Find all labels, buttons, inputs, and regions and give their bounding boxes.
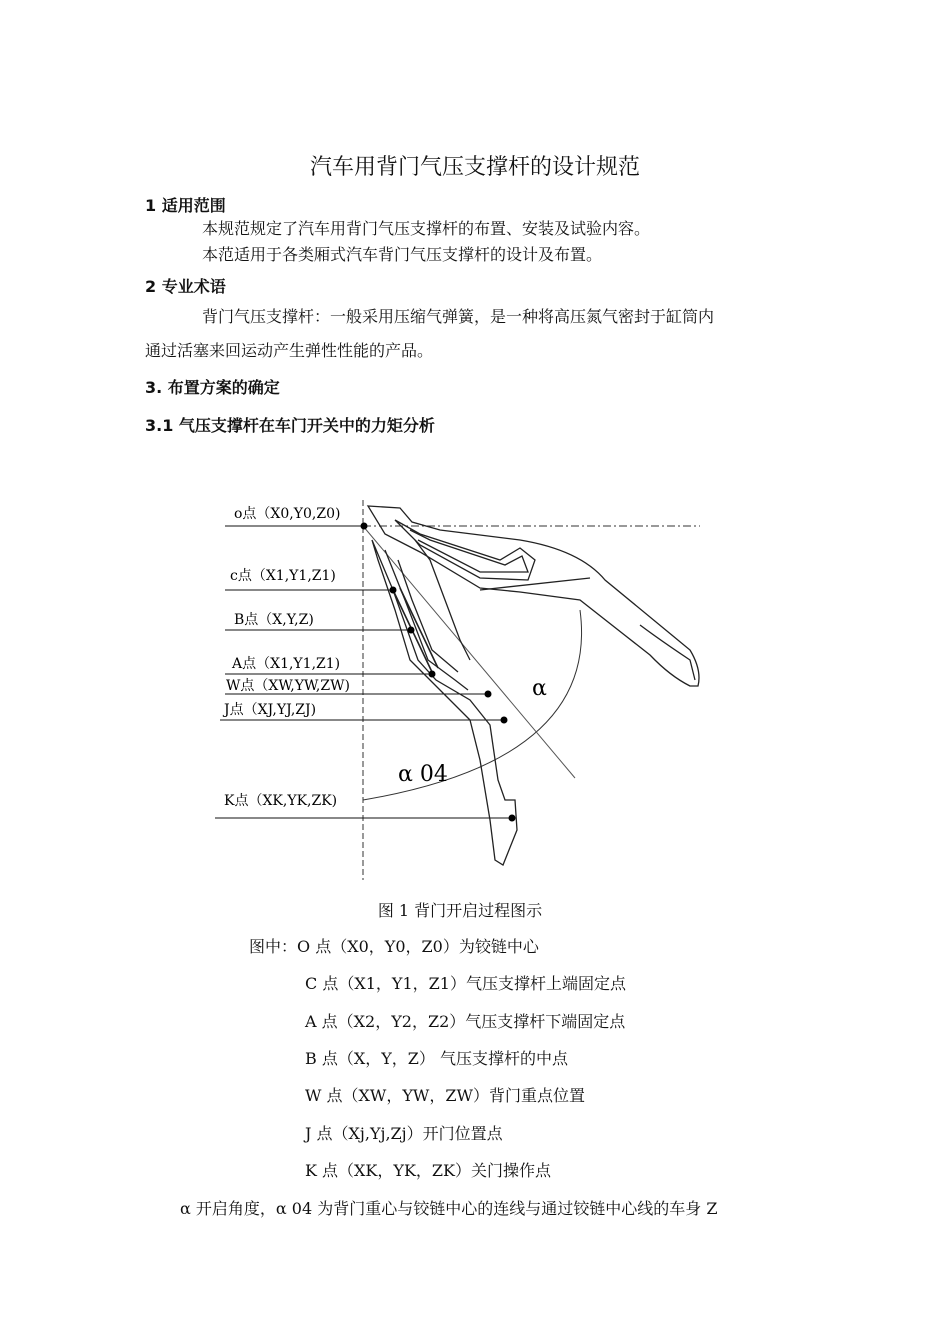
section-3-1-heading: 3.1 气压支撑杆在车门开关中的力矩分析 <box>145 416 435 435</box>
label-alpha04: α 04 <box>398 762 448 787</box>
legend-o: 图中：O 点（X0，Y0，Z0）为铰链中心 <box>249 937 539 956</box>
legend-a: A 点（X2，Y2，Z2）气压支撑杆下端固定点 <box>305 1012 626 1031</box>
point-j-marker <box>501 717 508 724</box>
label-k: K点（XK,YK,ZK) <box>224 793 338 809</box>
section-1-paragraph-2: 本范适用于各类厢式汽车背门气压支撑杆的设计及布置。 <box>202 245 603 264</box>
label-c: c点（X1,Y1,Z1) <box>230 568 336 584</box>
figure-caption: 图 1 背门开启过程图示 <box>377 901 543 920</box>
section-2-paragraph-line-2: 通过活塞来回运动产生弹性性能的产品。 <box>145 341 434 360</box>
section-1-heading: 1 适用范围 <box>145 196 226 215</box>
section-3-heading: 3. 布置方案的确定 <box>145 378 280 397</box>
label-w: W点（XW,YW,ZW) <box>226 678 350 694</box>
point-a-marker <box>429 671 436 678</box>
legend-j: J 点（Xj,Yj,Zj）开门位置点 <box>305 1124 503 1143</box>
label-j: J点（XJ,YJ,ZJ) <box>224 702 317 718</box>
section-1-paragraph-1: 本规范规定了汽车用背门气压支撑杆的布置、安装及试验内容。 <box>202 219 651 238</box>
legend-c: C 点（X1，Y1，Z1）气压支撑杆上端固定点 <box>305 974 626 993</box>
point-b-marker <box>408 627 415 634</box>
label-o: o点（X0,Y0,Z0) <box>234 506 341 522</box>
point-k-marker <box>509 815 516 822</box>
label-a: A点（X1,Y1,Z1) <box>232 656 341 672</box>
legend-k: K 点（XK，YK，ZK）关门操作点 <box>305 1161 551 1180</box>
section-2-paragraph-line-1: 背门气压支撑杆：一般采用压缩气弹簧，是一种将高压氮气密封于缸筒内 <box>202 307 715 326</box>
legend-b: B 点（X，Y，Z） 气压支撑杆的中点 <box>305 1049 569 1068</box>
legend-w: W 点（XW，YW，ZW）背门重点位置 <box>305 1086 585 1105</box>
point-c-marker <box>390 587 397 594</box>
point-o-marker <box>361 523 368 530</box>
point-w-marker <box>485 691 492 698</box>
door-center-line <box>363 526 575 778</box>
label-b: B点（X,Y,Z) <box>234 612 314 628</box>
section-2-heading: 2 专业术语 <box>145 277 226 296</box>
document-title: 汽车用背门气压支撑杆的设计规范 <box>309 155 640 180</box>
closing-paragraph: α 开启角度，α 04 为背门重心与铰链中心的连线与通过铰链中心线的车身 Z <box>180 1199 718 1218</box>
label-alpha: α <box>532 676 547 701</box>
opening-arc <box>363 610 582 800</box>
